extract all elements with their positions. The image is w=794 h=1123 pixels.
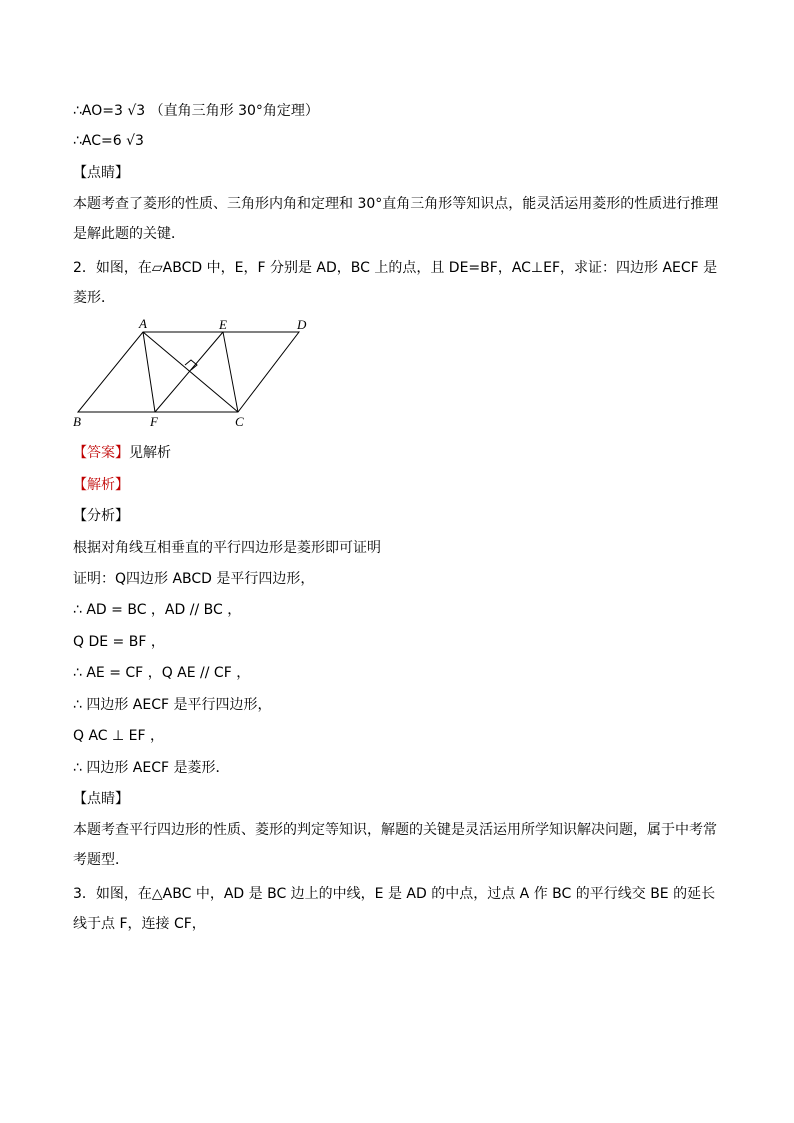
dianjing-title-2: 【点睛】 <box>73 791 129 807</box>
segment-ec <box>223 332 238 412</box>
proof-step-2: ∴ AD = BC ，AD // BC ， <box>73 602 242 618</box>
problem-2: 2．如图，在▱ABCD 中，E，F 分别是 AD，BC 上的点，且 DE=BF，AC⊥EF，求证：四边形 AECF 是菱形． <box>73 260 718 306</box>
proof-step-5: ∴ 四边形 AECF 是平行四边形， <box>73 697 272 713</box>
proof-step-3: Q DE = BF ， <box>73 634 165 650</box>
label-a: A <box>139 316 147 331</box>
answer-text: 见解析 <box>129 445 171 461</box>
segment-af <box>143 332 155 412</box>
fenxi-title: 【分析】 <box>73 508 129 524</box>
label-c: C <box>235 414 244 429</box>
segment-ef <box>155 332 223 412</box>
proof-step-7: ∴ 四边形 AECF 是菱形． <box>73 760 230 776</box>
answer-tag: 【答案】 <box>73 445 129 461</box>
dianjing-text-1: 本题考查了菱形的性质、三角形内角和定理和 30°直角三角形等知识点，能灵活运用菱形的性质进行推理是解此题的关键． <box>73 196 719 242</box>
diagonal-ac <box>143 332 238 412</box>
jiexi-tag: 【解析】 <box>73 477 129 493</box>
dianjing-text-2: 本题考查平行四边形的性质、菱形的判定等知识，解题的关键是灵活运用所学知识解决问题，属于中考常考题型． <box>73 822 717 868</box>
proof-step-1: 证明：Q四边形 ABCD 是平行四边形， <box>73 571 315 587</box>
label-b: B <box>73 414 81 429</box>
line-ao: ∴AO=3 √3 （直角三角形 30°角定理） <box>73 103 319 119</box>
proof-step-6: Q AC ⊥ EF ， <box>73 728 165 744</box>
label-d: D <box>297 317 307 332</box>
fenxi-text: 根据对角线互相垂直的平行四边形是菱形即可证明 <box>73 540 381 556</box>
proof-step-4: ∴ AE = CF ，Q AE // CF ， <box>73 665 251 681</box>
line-ac: ∴AC=6 √3 <box>73 133 144 149</box>
dianjing-title-1: 【点睛】 <box>73 165 129 181</box>
problem-3: 3．如图，在△ABC 中，AD 是 BC 边上的中线，E 是 AD 的中点，过点 A 作 BC 的平行线交 BE 的延长线于点 F，连接 CF， <box>73 886 716 932</box>
label-f: F <box>150 414 158 429</box>
answer-line <box>73 443 171 463</box>
parallelogram-figure <box>73 316 323 434</box>
label-e: E <box>219 317 227 332</box>
